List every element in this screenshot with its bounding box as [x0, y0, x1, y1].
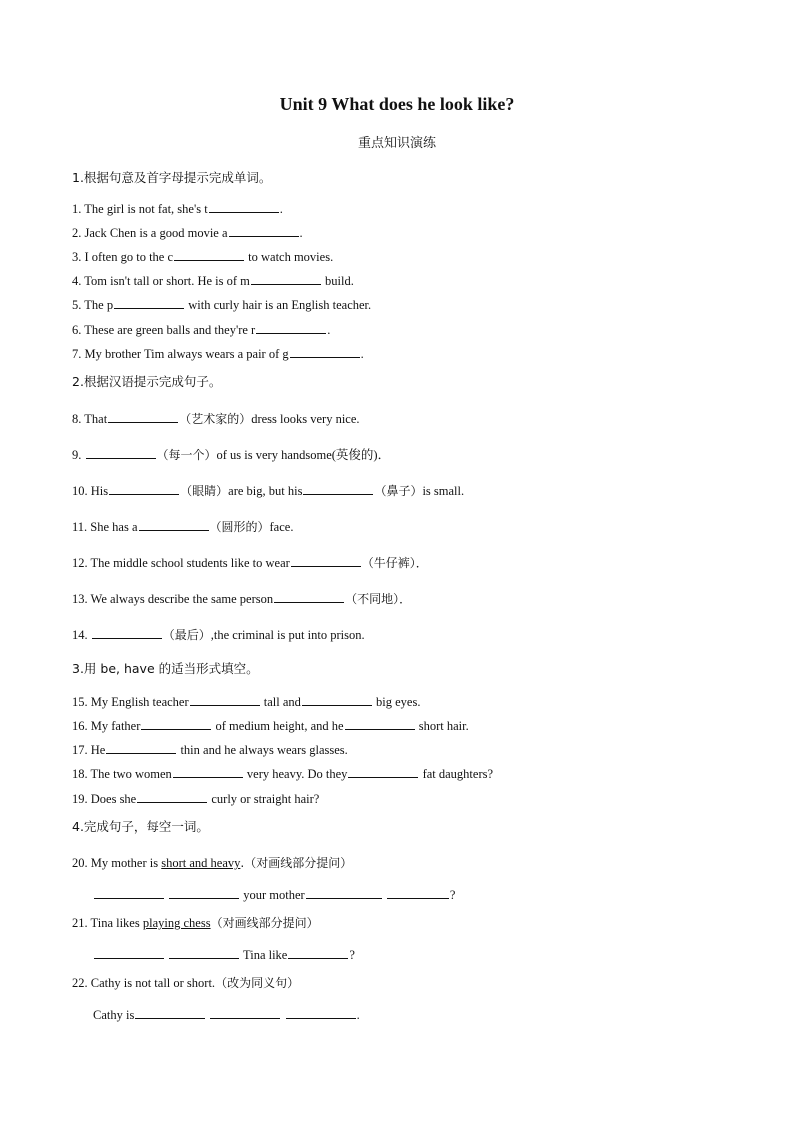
answer-blank[interactable]: [291, 554, 361, 567]
question-11: 11. She has a （圆形的）face.: [72, 520, 294, 534]
answer-blank[interactable]: [92, 626, 162, 639]
question-10: 10. His （眼睛）are big, but his （鼻子）is small.: [72, 484, 465, 498]
question-22: 22. Cathy is not tall or short.（改为同义句）: [72, 976, 300, 990]
question-8: 8. That （艺术家的）dress looks very nice.: [72, 412, 360, 426]
answer-blank[interactable]: [141, 717, 211, 730]
question-4: 4. Tom isn't tall or short. He is of m build.: [72, 274, 354, 288]
question-17: 17. He thin and he always wears glasses.: [72, 743, 348, 757]
question-5: 5. The p with curly hair is an English teacher.: [72, 298, 372, 312]
answer-blank[interactable]: [345, 717, 415, 730]
answer-blank[interactable]: [169, 946, 239, 959]
answer-blank[interactable]: [169, 886, 239, 899]
question-6: 6. These are green balls and they're r .: [72, 323, 331, 337]
question-14: 14. （最后）,the criminal is put into prison.: [72, 628, 365, 642]
answer-blank[interactable]: [256, 321, 326, 334]
question-12: 12. The middle school students like to wear （牛仔裤）．: [72, 556, 428, 570]
answer-blank[interactable]: [139, 518, 209, 531]
answer-blank[interactable]: [114, 296, 184, 309]
question-18: 18. The two women very heavy. Do they fat daughters?: [72, 767, 494, 781]
question-19: 19. Does she curly or straight hair?: [72, 792, 320, 806]
question-3: 3. I often go to the c to watch movies.: [72, 250, 334, 264]
answer-blank[interactable]: [86, 446, 156, 459]
answer-blank[interactable]: [137, 790, 207, 803]
question-2: 2. Jack Chen is a good movie a .: [72, 226, 303, 240]
answer-line-20: your mother ?: [93, 886, 455, 903]
answer-blank[interactable]: [108, 410, 178, 423]
section-heading-4: 4.完成句子，每空一词。: [72, 819, 209, 834]
answer-blank[interactable]: [106, 741, 176, 754]
answer-blank[interactable]: [210, 1006, 280, 1019]
underlined-phrase: short and heavy: [161, 856, 241, 870]
question-1: 1. The girl is not fat, she's t .: [72, 202, 283, 216]
answer-blank[interactable]: [209, 200, 279, 213]
answer-line-21: Tina like ?: [93, 946, 355, 963]
answer-blank[interactable]: [173, 765, 243, 778]
question-21: 21. Tina likes playing chess（对画线部分提问）: [72, 916, 319, 930]
question-9: 9. （每一个）of us is very handsome(英俊的)．: [72, 448, 391, 462]
page-subtitle: 重点知识演练: [357, 136, 436, 151]
answer-blank[interactable]: [288, 946, 348, 959]
answer-blank[interactable]: [348, 765, 418, 778]
answer-blank[interactable]: [109, 482, 179, 495]
section-heading-2: 2.根据汉语提示完成句子。: [72, 374, 222, 389]
answer-blank[interactable]: [135, 1006, 205, 1019]
answer-blank[interactable]: [229, 224, 299, 237]
answer-blank[interactable]: [286, 1006, 356, 1019]
answer-blank[interactable]: [290, 345, 360, 358]
answer-blank[interactable]: [94, 886, 164, 899]
answer-blank[interactable]: [174, 248, 244, 261]
answer-blank[interactable]: [306, 886, 382, 899]
question-16: 16. My father of medium height, and he short hair.: [72, 719, 469, 733]
answer-blank[interactable]: [251, 272, 321, 285]
answer-blank[interactable]: [303, 482, 373, 495]
answer-line-22: Cathy is .: [93, 1008, 360, 1022]
underlined-phrase: playing chess: [142, 916, 211, 930]
section-heading-3: 3.用 be, have 的适当形式填空。: [72, 661, 259, 676]
answer-blank[interactable]: [302, 693, 372, 706]
page-title: Unit 9 What does he look like?: [279, 94, 515, 114]
question-15: 15. My English teacher tall and big eyes.: [72, 695, 421, 709]
question-20: 20. My mother is short and heavy.（对画线部分提问）: [72, 856, 353, 870]
answer-blank[interactable]: [274, 590, 344, 603]
question-13: 13. We always describe the same person （不同地）．: [72, 592, 412, 606]
question-7: 7. My brother Tim always wears a pair of g .: [72, 347, 364, 361]
answer-blank[interactable]: [387, 886, 449, 899]
section-heading-1: 1.根据句意及首字母提示完成单词。: [72, 170, 272, 185]
answer-blank[interactable]: [190, 693, 260, 706]
answer-blank[interactable]: [94, 946, 164, 959]
